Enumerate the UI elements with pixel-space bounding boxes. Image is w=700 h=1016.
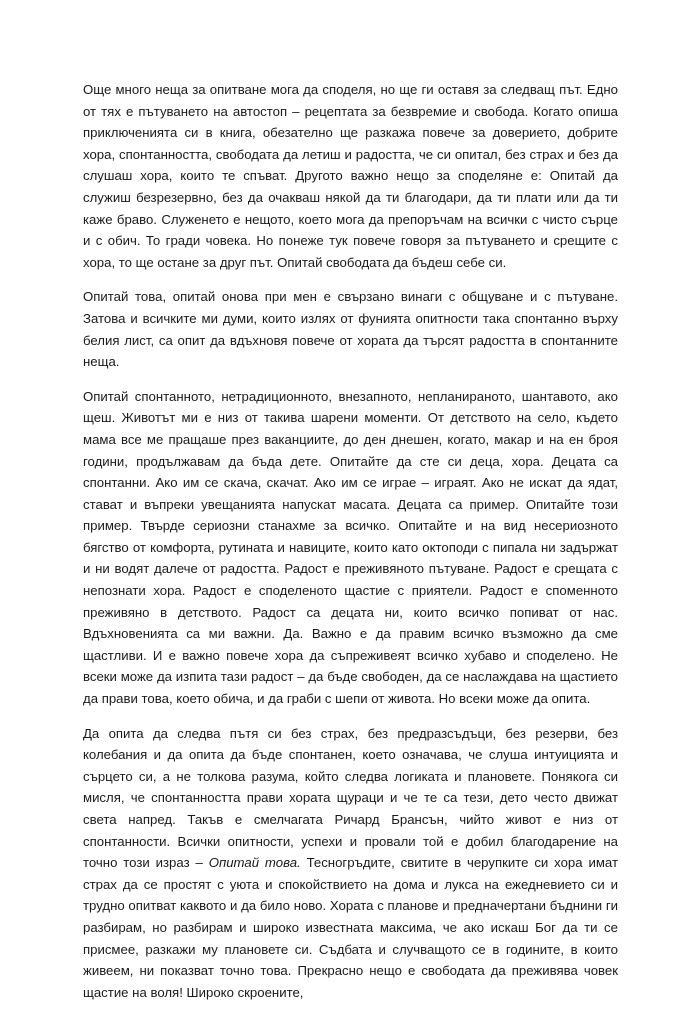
paragraph-4-emphasis: Опитай това. (208, 855, 301, 871)
paragraph-4-text-after: Тесногръдите, свитите в черупките си хора имат страх да се простят с уюта и спокойствието на дома и лукса на ежедневието си и трудно опитват каквото и да било ново. Хората с планове и предначертани бъднини ги разбирам, но разбирам и широко известната максима, че ако искаш Бог да ти се присмее, разкажи му плановете си. Съдбата и случващото се в годините, в които живеем, ни показват точно това. Прекрасно нещо е свободата да преживява човек щастие на воля! Широко скроените, (83, 855, 618, 1000)
paragraph-2 (83, 286, 618, 372)
paragraph-2-text: Опитай това, опитай онова при мен е свързано винаги с общуване и с пътуване. Затова и всичките ми думи, които излях от фунията опитности така спонтанно върху белия лист, са опит да вдъхновя повече от хората да търсят радостта в спонтанните неща. (83, 289, 618, 370)
paragraph-4 (83, 723, 618, 1004)
paragraph-1 (83, 79, 618, 273)
paragraph-3-text: Опитай спонтанното, нетрадиционното, внезапното, непланираното, шантавото, ако щеш. Животът ми е низ от такива шарени моменти. От детството на село, където мама все ме пращаше през ваканциите, до ден днешен, когато, макар и на ен броя години, продължавам да бъда дете. Опитайте да сте си деца, хора. Децата са спонтанни. Ако им се скача, скачат. Ако им се играе – играят. Ако не искат да ядат, стават и въпреки увещанията напускат масата. Децата са пример. Опитайте този пример. Твърде сериозни станахме за всичко. Опитайте и на вид несериозното бягство от комфорта, рутината и навиците, които като октоподи с пипала ни задържат и ни водят далече от радостта. Радост е преживяното пътуване. Радост е срещата с непознати хора. Радост е споделеното щастие с приятели. Радост е споменното преживяно в детството. Радост са децата ни, които всичко попиват от нас. Вдъхновенията са ми важни. Да. Важно е да правим всичко възможно да сме щастливи. И е важно повече хора да съпреживеят всичко хубаво и споделено. Не всеки може да изпита тази радост – да бъде свободен, да се наслаждава на щастието да прави това, което обича, и да граби с шепи от живота. Но всеки може да опита. (83, 388, 618, 707)
paragraph-3 (83, 386, 618, 710)
document-page (83, 79, 618, 1016)
paragraph-4-text-before: Да опита да следва пътя си без страх, без предразсъдъци, без резерви, без колебания и да опита да бъде спонтанен, което означава, че слуша интуицията и сърцето си, а не толкова разума, който следва логиката и плановете. Понякога си мисля, че спонтанността прави хората щураци и че те са тези, дето често движат света напред. Такъв е смелчагата Ричард Брансън, чийто живот е низ от спонтанности. Всички опитности, успехи и провали той е добил благодарение на точно този израз – (83, 725, 618, 871)
paragraph-1-text: Още много неща за опитване мога да споделя, но ще ги оставя за следващ път. Едно от тях е пътуването на автостоп – рецептата за безвремие и свобода. Когато опиша приключенията си в книга, обезателно ще разкажа повече за доверието, добрите хора, спонтанността, свободата да летиш и радостта, че си опитал, без страх и без да слушаш хора, които те спъват. Другото важно нещо за споделяне е: Опитай да служиш безрезервно, без да очакваш някой да ти благодари, да ти плати или да ти каже браво. Служенето е нещото, което мога да препоръчам на всички с чисто сърце и с обич. То гради човека. Но понеже тук повече говоря за пътуването и срещите с хора, то ще остане за друг път. Опитай свободата да бъдеш себе си. (83, 82, 618, 270)
